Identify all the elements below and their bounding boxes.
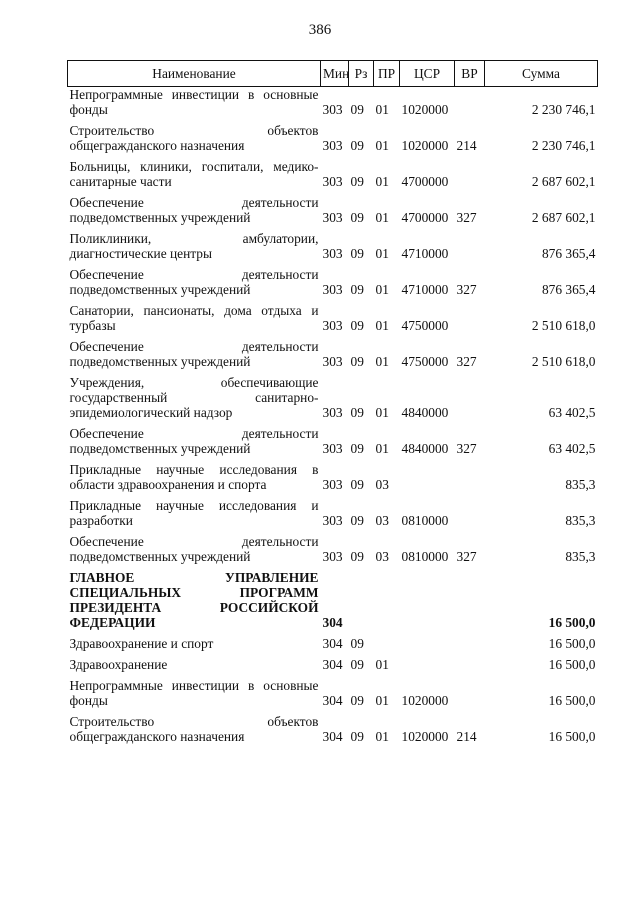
row-rz-cell: 09 (350, 102, 364, 117)
row-pr-cell: 01 (375, 729, 389, 744)
row-rz-cell: 09 (350, 729, 364, 744)
table-row (68, 426, 598, 456)
row-sum-cell: 835,3 (565, 513, 596, 528)
row-name-cell: Поликлиники, амбулатории, диагностические центры (69, 231, 319, 261)
row-vr-cell (455, 87, 485, 118)
row-pr-cell: 01 (375, 282, 389, 297)
row-pr-cell: 01 (375, 441, 389, 456)
row-name-cell: Санатории, пансионаты, дома отдыха и турбазы (69, 303, 319, 333)
row-rz-cell (349, 570, 374, 630)
row-csr-cell: 4700000 (401, 210, 449, 225)
row-min-cell: 304 (322, 615, 343, 630)
row-min-cell: 303 (322, 282, 343, 297)
row-min-cell: 304 (322, 657, 343, 672)
row-vr-cell: 327 (456, 441, 477, 456)
row-csr-cell: 1020000 (401, 729, 449, 744)
row-sum-cell: 16 500,0 (548, 693, 596, 708)
table-row (68, 462, 598, 492)
row-vr-cell (455, 375, 485, 420)
row-rz-cell: 09 (350, 354, 364, 369)
table-row (68, 534, 598, 564)
row-name-cell: Здравоохранение (69, 657, 168, 672)
row-min-cell: 303 (322, 549, 343, 564)
row-rz-cell: 09 (350, 441, 364, 456)
row-min-cell: 303 (322, 513, 343, 528)
row-name-cell: Непрограммные инвестиции в основные фонды (69, 87, 319, 117)
row-rz-cell: 09 (350, 549, 364, 564)
row-min-cell: 304 (322, 636, 343, 651)
row-rz-cell: 09 (350, 318, 364, 333)
row-vr-cell (455, 570, 485, 630)
row-csr-cell: 4700000 (401, 174, 449, 189)
row-rz-cell: 09 (350, 138, 364, 153)
row-vr-cell: 327 (456, 549, 477, 564)
row-vr-cell: 327 (456, 210, 477, 225)
row-name-cell: Обеспечение деятельности подведомственных учреждений (69, 195, 319, 225)
table-row (68, 303, 598, 333)
row-csr-cell: 1020000 (401, 693, 449, 708)
row-min-cell: 303 (322, 102, 343, 117)
header-csr: ЦСР (400, 61, 455, 87)
row-rz-cell: 09 (350, 477, 364, 492)
header-vr: ВР (455, 61, 485, 87)
row-rz-cell: 09 (350, 282, 364, 297)
row-rz-cell: 09 (350, 405, 364, 420)
table-row (68, 714, 598, 744)
row-sum-cell: 2 687 602,1 (531, 174, 596, 189)
budget-table (67, 60, 598, 750)
table-row (68, 159, 598, 189)
row-name-cell: Строительство объектов общегражданского назначения (69, 714, 319, 744)
row-rz-cell: 09 (350, 657, 364, 672)
row-sum-cell: 835,3 (565, 549, 596, 564)
row-csr-cell: 4750000 (401, 354, 449, 369)
row-csr-cell: 0810000 (401, 513, 449, 528)
row-sum-cell: 16 500,0 (548, 657, 596, 672)
row-rz-cell: 09 (350, 513, 364, 528)
row-sum-cell: 2 687 602,1 (531, 210, 596, 225)
row-csr-cell (400, 657, 455, 672)
row-name-cell: Здравоохранение и спорт (69, 636, 214, 651)
row-sum-cell: 2 510 618,0 (531, 318, 596, 333)
row-csr-cell: 4840000 (401, 441, 449, 456)
row-vr-cell (455, 231, 485, 261)
row-sum-cell: 2 510 618,0 (531, 354, 596, 369)
row-pr-cell: 03 (375, 513, 389, 528)
row-pr-cell: 01 (375, 138, 389, 153)
row-sum-cell: 2 230 746,1 (531, 102, 596, 117)
row-pr-cell: 01 (375, 354, 389, 369)
row-pr-cell: 01 (375, 102, 389, 117)
row-name-cell: ГЛАВНОЕ УПРАВЛЕНИЕ СПЕЦИАЛЬНЫХ ПРОГРАММ ПРЕЗИДЕНТА РОССИЙСКОЙ ФЕДЕРАЦИИ (69, 570, 319, 630)
table-row (68, 636, 598, 651)
row-min-cell: 303 (322, 354, 343, 369)
row-sum-cell: 2 230 746,1 (531, 138, 596, 153)
row-min-cell: 304 (322, 693, 343, 708)
table-row (68, 123, 598, 153)
row-min-cell: 303 (322, 246, 343, 261)
row-vr-cell (455, 498, 485, 528)
row-pr-cell: 01 (375, 657, 389, 672)
row-vr-cell: 214 (456, 138, 477, 153)
row-name-cell: Прикладные научные исследования и разработки (69, 498, 319, 528)
row-sum-cell: 63 402,5 (548, 405, 596, 420)
row-vr-cell: 327 (456, 354, 477, 369)
row-pr-cell (374, 570, 400, 630)
table-row (68, 498, 598, 528)
row-csr-cell (400, 636, 455, 651)
table-row (68, 657, 598, 672)
row-name-cell: Обеспечение деятельности подведомственных учреждений (69, 534, 319, 564)
row-spacer (68, 744, 598, 750)
row-spacer-cell (68, 744, 598, 750)
header-pr: ПР (374, 61, 400, 87)
row-csr-cell: 4840000 (401, 405, 449, 420)
row-vr-cell (455, 657, 485, 672)
row-vr-cell (455, 303, 485, 333)
row-csr-cell: 4750000 (401, 318, 449, 333)
row-vr-cell (455, 159, 485, 189)
table-row (68, 339, 598, 369)
row-rz-cell: 09 (350, 174, 364, 189)
table-row (68, 195, 598, 225)
row-vr-cell: 327 (456, 282, 477, 297)
row-name-cell: Обеспечение деятельности подведомственных учреждений (69, 426, 319, 456)
row-csr-cell: 0810000 (401, 549, 449, 564)
row-name-cell: Учреждения, обеспечивающие государственный санитарно-эпидемиологический надзор (69, 375, 319, 420)
row-name-cell: Непрограммные инвестиции в основные фонды (69, 678, 319, 708)
table-row (68, 231, 598, 261)
table-body (68, 87, 598, 751)
row-vr-cell (455, 678, 485, 708)
row-rz-cell: 09 (350, 636, 364, 651)
header-sum: Сумма (485, 61, 598, 87)
row-csr-cell: 4710000 (401, 246, 449, 261)
row-pr-cell: 03 (375, 549, 389, 564)
row-name-cell: Прикладные научные исследования в области здравоохранения и спорта (69, 462, 319, 492)
row-csr-cell: 1020000 (401, 102, 449, 117)
row-sum-cell: 63 402,5 (548, 441, 596, 456)
row-vr-cell (455, 462, 485, 492)
row-sum-cell: 16 500,0 (548, 615, 596, 630)
table-row (68, 570, 598, 630)
row-min-cell: 304 (322, 729, 343, 744)
table-row (68, 267, 598, 297)
row-pr-cell: 01 (375, 693, 389, 708)
row-min-cell: 303 (322, 174, 343, 189)
row-min-cell: 303 (322, 441, 343, 456)
page-number: 386 (308, 22, 332, 38)
row-min-cell: 303 (322, 477, 343, 492)
row-pr-cell (374, 636, 400, 651)
row-vr-cell: 214 (456, 729, 477, 744)
row-pr-cell: 01 (375, 174, 389, 189)
row-sum-cell: 876 365,4 (541, 282, 596, 297)
row-pr-cell: 01 (375, 318, 389, 333)
row-sum-cell: 16 500,0 (548, 636, 596, 651)
table-row (68, 678, 598, 708)
row-name-cell: Обеспечение деятельности подведомственных учреждений (69, 339, 319, 369)
table-row (68, 375, 598, 420)
row-rz-cell: 09 (350, 210, 364, 225)
row-rz-cell: 09 (350, 246, 364, 261)
row-pr-cell: 01 (375, 246, 389, 261)
row-min-cell: 303 (322, 138, 343, 153)
row-min-cell: 303 (322, 318, 343, 333)
row-csr-cell (400, 462, 455, 492)
row-name-cell: Больницы, клиники, госпитали, медико-санитарные части (69, 159, 319, 189)
header-rz: Рз (349, 61, 374, 87)
row-csr-cell: 1020000 (401, 138, 449, 153)
row-min-cell: 303 (322, 210, 343, 225)
row-min-cell: 303 (322, 405, 343, 420)
row-pr-cell: 03 (375, 477, 389, 492)
row-name-cell: Строительство объектов общегражданского назначения (69, 123, 319, 153)
header-min: Мин (321, 61, 349, 87)
row-pr-cell: 01 (375, 210, 389, 225)
table-row (68, 87, 598, 118)
row-sum-cell: 16 500,0 (548, 729, 596, 744)
row-sum-cell: 835,3 (565, 477, 596, 492)
header-name: Наименование (68, 61, 321, 87)
row-vr-cell (455, 636, 485, 651)
row-name-cell: Обеспечение деятельности подведомственных учреждений (69, 267, 319, 297)
table-header (68, 61, 598, 87)
row-csr-cell (400, 570, 455, 630)
row-rz-cell: 09 (350, 693, 364, 708)
row-pr-cell: 01 (375, 405, 389, 420)
row-sum-cell: 876 365,4 (541, 246, 596, 261)
row-csr-cell: 4710000 (401, 282, 449, 297)
